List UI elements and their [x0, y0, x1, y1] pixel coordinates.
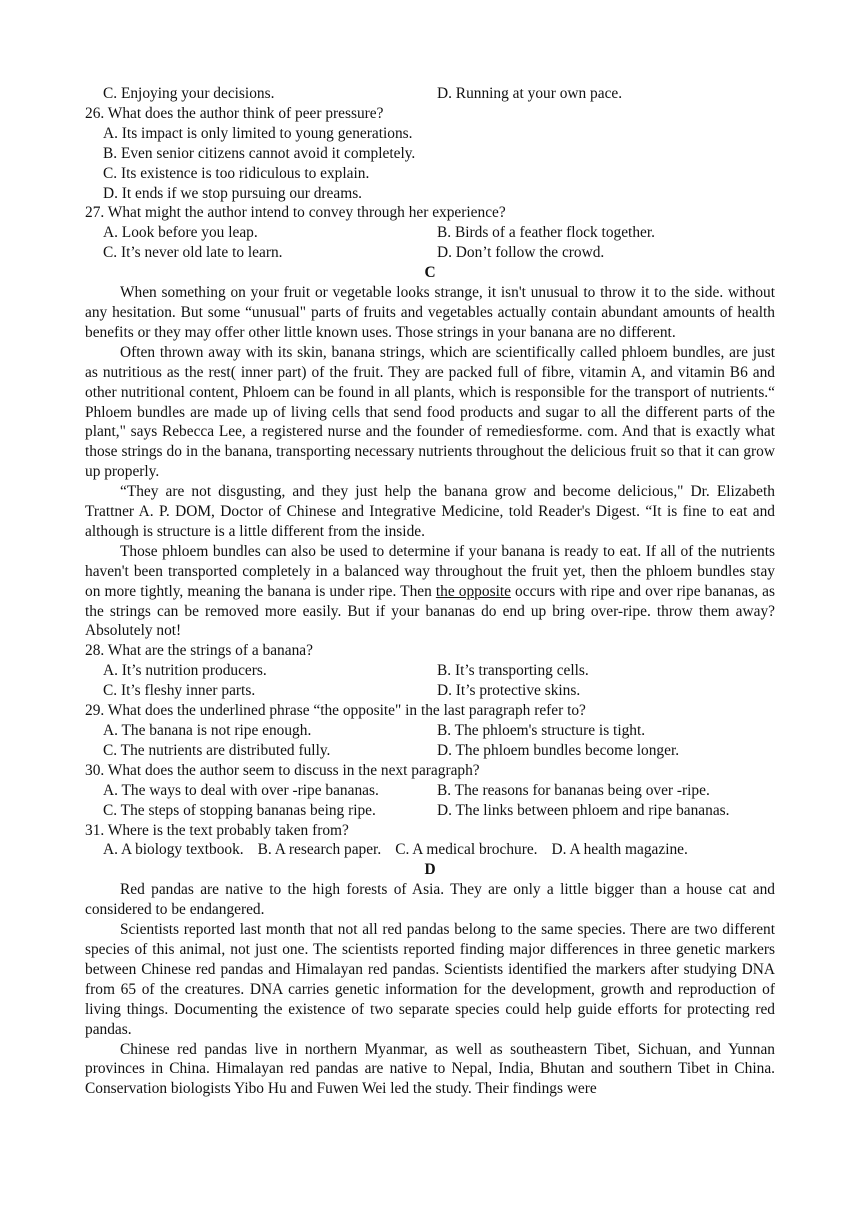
- q29-option-b: B. The phloem's structure is tight.: [437, 722, 646, 739]
- q30-option-a: A. The ways to deal with over -ripe bananas.: [103, 781, 379, 799]
- q29-option-a: A. The banana is not ripe enough.: [103, 722, 312, 739]
- q27-options-cd: [85, 243, 775, 263]
- q29-question: 29. What does the underlined phrase “the opposite" in the last paragraph refer to?: [85, 702, 586, 720]
- q28-options-ab: [85, 661, 775, 681]
- paragraph-4-text-before: Those phloem bundles can also be used to determine if your banana is ready to eat. If all of the nutrients haven't been transported completely in a balanced way throughout the fruit yet, then the phloem bundles stay on more tightly, meaning the banana is under ripe. Then: [85, 542, 775, 600]
- section-c-paragraph-4: [85, 542, 775, 642]
- q27-option-b: B. Birds of a feather flock together.: [437, 224, 655, 242]
- q31-question: 31. Where is the text probably taken from?: [85, 821, 349, 839]
- q30-option-d: D. The links between phloem and ripe bananas.: [437, 801, 730, 819]
- q26-option-d: D. It ends if we stop pursuing our dreams.: [103, 184, 363, 202]
- q28-option-a: A. It’s nutrition producers.: [103, 662, 267, 680]
- q25-options-cd: [85, 84, 775, 104]
- q29-option-c: C. The nutrients are distributed fully.: [103, 741, 331, 759]
- section-c-paragraph-3: “They are not disgusting, and they just help the banana grow and become delicious," Dr. Elizabeth Trattner A. P. DOM, Doctor of Chinese and Integrative Medicine, told Reader's Digest. “It is fine to eat and although is structure is a little different from the inside.: [85, 483, 775, 540]
- q28-option-b: B. It’s transporting cells.: [437, 662, 589, 680]
- q29-option-d: D. The phloem bundles become longer.: [437, 741, 680, 759]
- q31-option-d: D. A health magazine.: [551, 841, 688, 859]
- q26-option-a: A. Its impact is only limited to young generations.: [103, 124, 413, 142]
- q27-option-c: C. It’s never old late to learn.: [103, 244, 283, 262]
- q25-option-c: C. Enjoying your decisions.: [103, 85, 275, 102]
- section-c-paragraph-2: Often thrown away with its skin, banana strings, which are scientifically called phloem bundles, are just as nutritious as the rest( inner part) of the fruit. They are packed full of fibre, vitamin A, and vitamin B6 and other nutritional content, Phloem can be found in all plants, which is responsible for the transport of nutrients.“ Phloem bundles are made up of living cells that send food products and sugar to all the different parts of the plant," says Rebecca Lee, a registered nurse and the founder of remediesforme. com. And that is exactly what those strings do in the banana, transporting necessary nutrients throughout the delicious fruit so that it can grow up properly.: [85, 343, 775, 481]
- q27-question: 27. What might the author intend to convey through her experience?: [85, 204, 506, 222]
- q28-option-d: D. It’s protective skins.: [437, 682, 581, 700]
- section-d-heading: D: [424, 861, 436, 879]
- section-c-paragraph-1: When something on your fruit or vegetable looks strange, it isn't unusual to throw it to the side. without any hesitation. But some “unusual" parts of fruits and vegetables actually contain abundant amounts of health benefits or they may offer other little known uses. Those strings in your banana are no different.: [85, 284, 775, 341]
- q31-option-a: A. A biology textbook.: [103, 841, 244, 859]
- q28-question: 28. What are the strings of a banana?: [85, 642, 313, 660]
- section-d-paragraph-2: Scientists reported last month that not all red pandas belong to the same species. There are two different species of this animal, not just one. The scientists reported finding major differences in three genetic markers between Chinese red pandas and Himalayan red pandas. Scientists identified the markers after studying DNA from 65 of the creatures. DNA carries genetic information for the development, growth and reproduction of living things. Documenting the existence of two separate species could help guide efforts for protecting red pandas.: [85, 921, 775, 1038]
- q30-options-ab: [85, 781, 775, 801]
- q30-question: 30. What does the author seem to discuss in the next paragraph?: [85, 761, 480, 779]
- q31-option-c: C. A medical brochure.: [395, 841, 538, 859]
- q30-options-cd: [85, 801, 775, 821]
- q28-options-cd: [85, 681, 775, 701]
- section-d-paragraph-1: Red pandas are native to the high forests of Asia. They are only a little bigger than a house cat and considered to be endangered.: [85, 881, 775, 919]
- q30-option-c: C. The steps of stopping bananas being ripe.: [103, 801, 376, 819]
- section-c-heading: C: [424, 264, 436, 282]
- q27-options-ab: [85, 223, 775, 243]
- q27-option-d: D. Don’t follow the crowd.: [437, 244, 605, 262]
- q27-option-a: A. Look before you leap.: [103, 224, 258, 242]
- q26-option-c: C. Its existence is too ridiculous to explain.: [103, 164, 370, 182]
- q31-options: [85, 840, 775, 860]
- q29-options-ab: [85, 721, 775, 741]
- q29-options-cd: [85, 741, 775, 761]
- paragraph-4-text-after: occurs with ripe and over ripe bananas, as the strings can be removed more easily. But if your bananas do end up bring over-ripe. throw them away? Absolutely not!: [85, 582, 775, 640]
- q25-option-d: D. Running at your own pace.: [437, 85, 623, 102]
- q26-question: 26. What does the author think of peer pressure?: [85, 104, 384, 122]
- q28-option-c: C. It’s fleshy inner parts.: [103, 682, 256, 700]
- q31-option-b: B. A research paper.: [257, 841, 382, 859]
- q30-option-b: B. The reasons for bananas being over -ripe.: [437, 781, 710, 799]
- section-d-paragraph-3: Chinese red pandas live in northern Myanmar, as well as southeastern Tibet, Sichuan, and Yunnan provinces in China. Himalayan red pandas are native to Nepal, India, Bhutan and southern Tibet in China. Conservation biologists Yibo Hu and Fuwen Wei led the study. Their findings were: [85, 1040, 775, 1098]
- q26-option-b: B. Even senior citizens cannot avoid it completely.: [103, 144, 416, 162]
- exam-page: [85, 84, 775, 1099]
- underlined-phrase: the opposite: [435, 582, 511, 600]
